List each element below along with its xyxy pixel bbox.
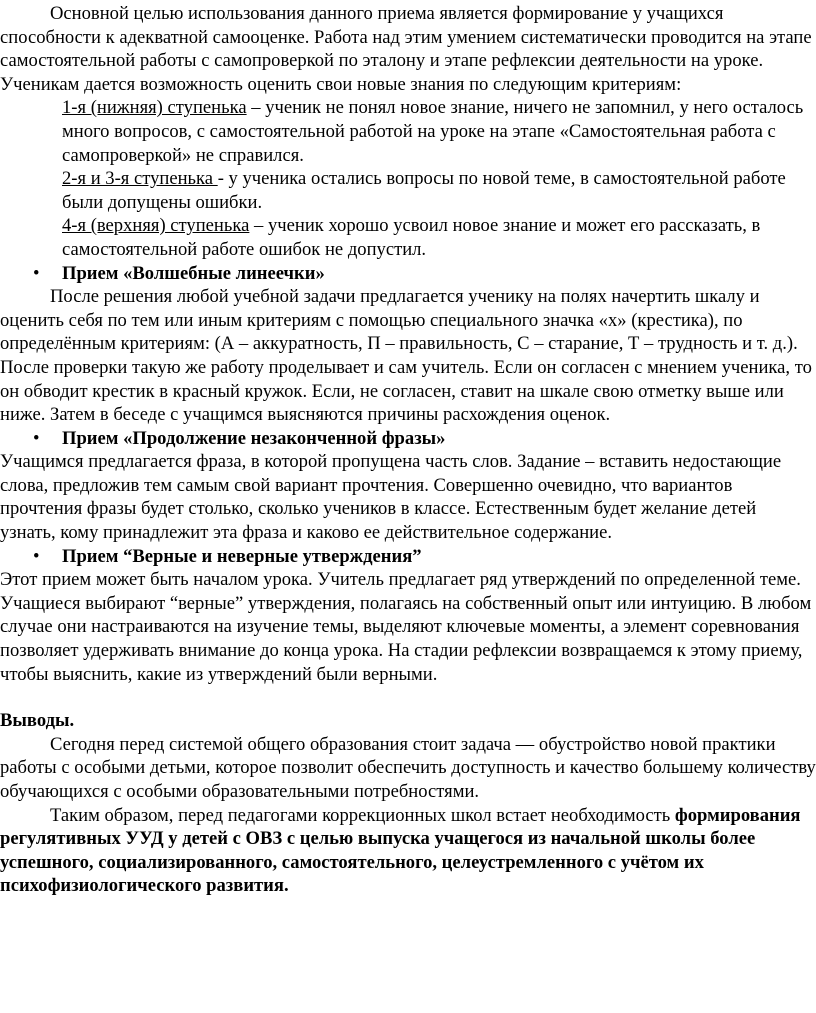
criterion-2-title: 2-я и 3-я ступенька: [62, 168, 218, 190]
section-heading-magic-lines: [0, 262, 816, 286]
criterion-1-title: 1-я (нижняя) ступенька: [62, 97, 247, 119]
conclusions-paragraph-2: [0, 804, 816, 898]
section-3-title: Прием “Верные и неверные утверждения”: [62, 545, 422, 567]
conclusions-paragraph-1: Сегодня перед системой общего образования стоит задача — обустройство новой практики работы с особыми детьми, которое позволит обеспечить доступность и качество большему количеству обучающихся с особыми образовательными потребностями.: [0, 733, 816, 802]
spacer: [0, 686, 816, 709]
criterion-3-text: – ученик хорошо усвоил новое знание и может его рассказать, в самостоятельной работе ошибок не допустил.: [62, 215, 761, 260]
criterion-3-title: 4-я (верхняя) ступенька: [62, 215, 250, 237]
section-3-body: Этот прием может быть началом урока. Учитель предлагает ряд утверждений по определенной теме. Учащиеся выбирают “верные” утверждения, полагаясь на собственный опыт или интуицию. В любом случае они настраиваются на изучение темы, выделяют ключевые моменты, а элемент соревнования позволяет удерживать внимание до конца урока. На стадии рефлексии возвращаемся к этому приему, чтобы выяснить, какие из утверждений были верными.: [0, 569, 812, 685]
intro-paragraph: Основной целью использования данного приема является формирование у учащихся способности к адекватной самооценке. Работа над этим умением систематически проводится на этапе самостоятельной работы с самопроверкой по эталону и этапе рефлексии деятельности на уроке. Ученикам дается возможность оценить свои новые знания по следующим критериям:: [0, 3, 812, 95]
section-1-title: Прием «Волшебные линеечки»: [62, 262, 325, 284]
bullet-icon: •: [33, 545, 40, 567]
section-2-body: Учащимся предлагается фраза, в которой пропущена часть слов. Задание – вставить недостающие слова, предложив тем самым свой вариант прочтения. Совершенно очевидно, что вариантов прочтения фразы будет столько, сколько учеников в классе. Естественным будет желание детей узнать, кому принадлежит эта фраза и каково ее действительное содержание.: [0, 451, 782, 544]
section-1-body: После решения любой учебной задачи предлагается ученику на полях начертить шкалу и оценить себя по тем или иным критериям с помощью специального значка «х» (крестика), по определённым критериям: (А – аккуратность, П – правильность, С – старание, Т – трудность и т. д.). После проверки такую же работу проделывает и сам учитель. Если он согласен с мнением ученика, то он обводит крестик в красный кружок. Если, не согласен, ставит на шкале свою отметку выше или ниже. Затем в беседе с учащимся выясняются причины расхождения оценок.: [0, 286, 812, 426]
section-heading-true-false: [0, 545, 816, 569]
conclusions-heading: Выводы.: [0, 710, 75, 732]
bullet-icon: •: [33, 262, 40, 284]
conclusions-paragraph-2-bold: формирования регулятивных УУД у детей с ОВЗ с целью выпуска учащегося из начальной школы более успешного, социализированного, самостоятельного, целеустремленного с учётом их психофизиологического развития.: [0, 804, 801, 897]
criterion-2: [62, 167, 814, 214]
criterion-1-text: – ученик не понял новое знание, ничего не запомнил, у него осталось много вопросов, с самостоятельной работой на уроке на этапе «Самостоятельная работа с самопроверкой» не справился.: [62, 97, 804, 166]
criterion-1: [62, 96, 814, 167]
criterion-3: [62, 214, 814, 261]
bullet-icon: •: [33, 427, 40, 449]
section-2-title: Прием «Продолжение незаконченной фразы»: [62, 427, 446, 449]
section-heading-unfinished-phrase: [0, 427, 816, 451]
criterion-2-text: - у ученика остались вопросы по новой теме, в самостоятельной работе были допущены ошибки.: [62, 168, 786, 213]
conclusions-paragraph-2-start: Таким образом, перед педагогами коррекционных школ встает необходимость: [50, 804, 675, 826]
